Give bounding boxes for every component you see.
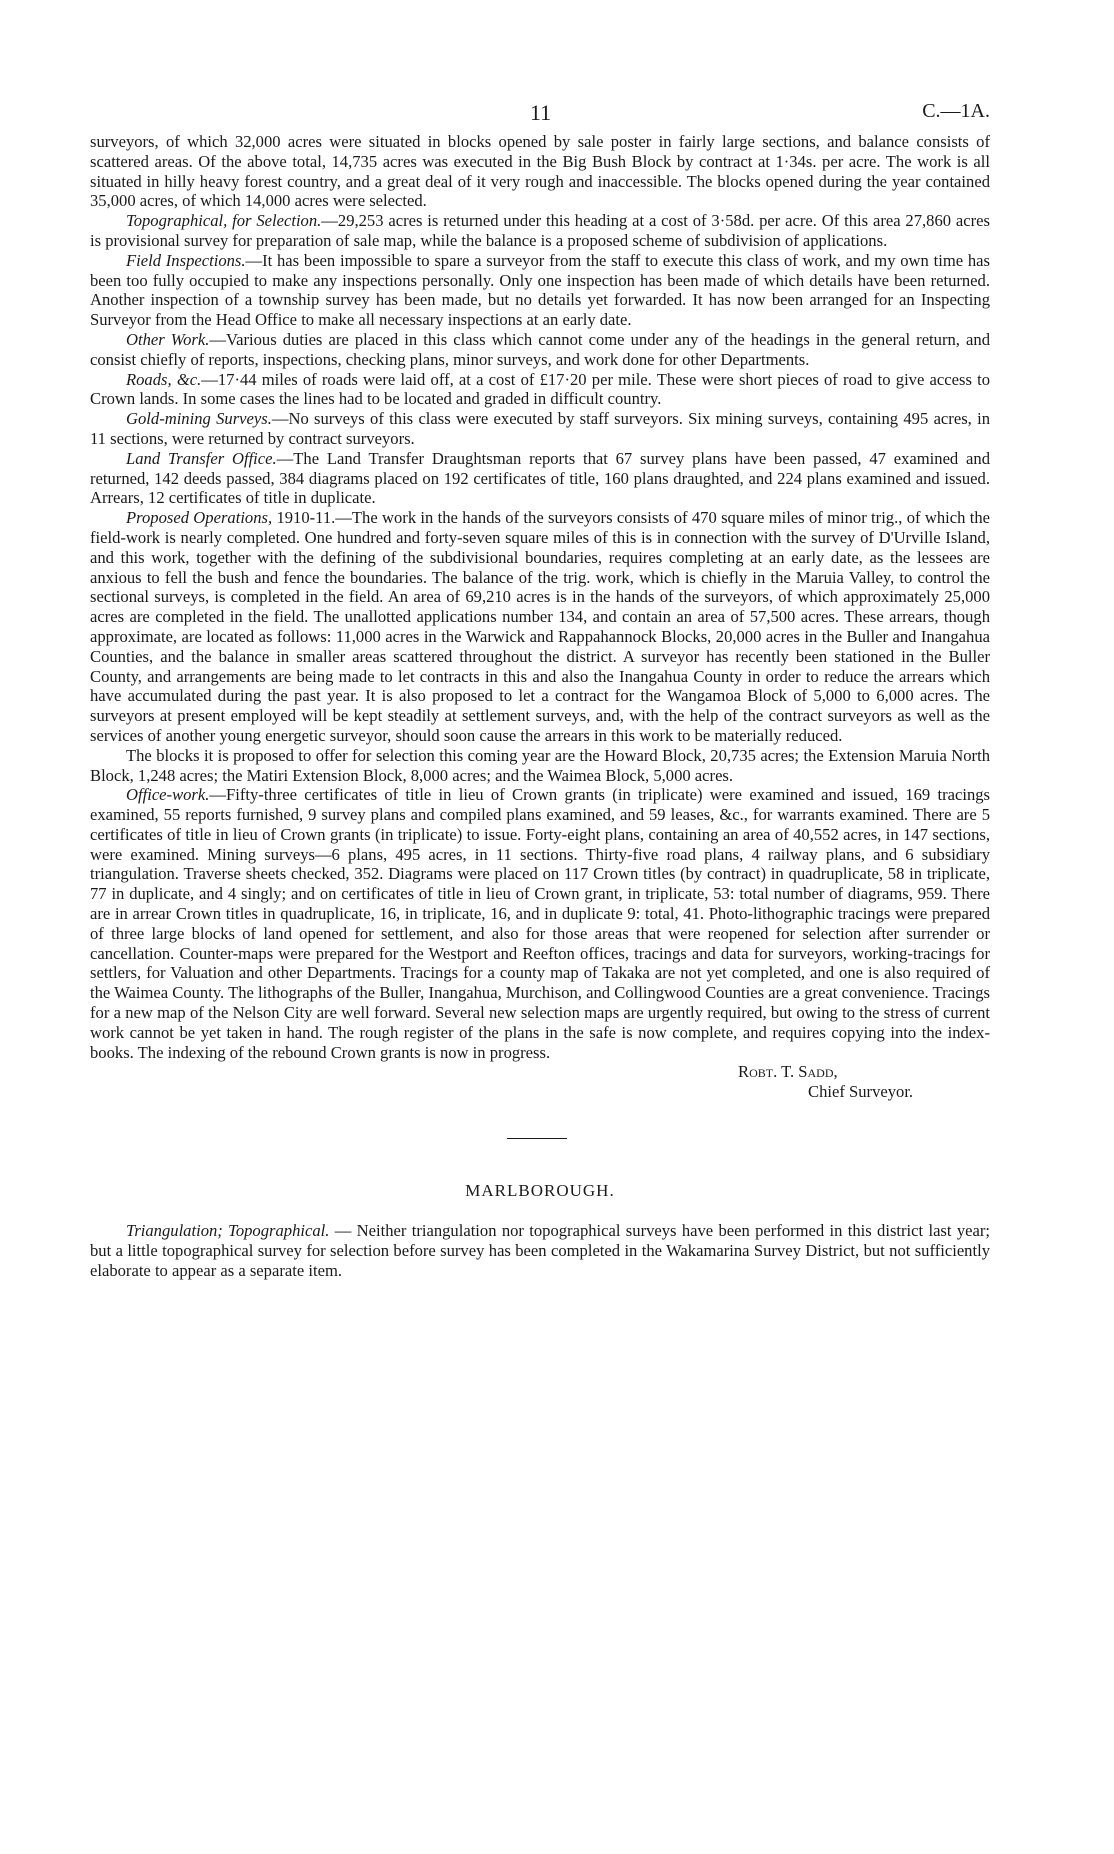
signature-block	[90, 1062, 990, 1102]
paragraph-other-work: Other Work.—Various duties are placed in this class which cannot come under any of the headings in the general return, and consist chiefly of reports, inspections, checking plans, minor surveys, and work done for other Departments.	[90, 329, 990, 369]
paragraph-heading: Topographical, for Selection.	[126, 211, 322, 231]
paragraph-field-inspections: Field Inspections.—It has been impossible to spare a surveyor from the staff to execute this class of work, and my own time has been too fully occupied to make any inspections personally. Only one inspection has been made of which details have been returned. Another inspection of a township survey has been made, but no details yet forwarded. It has now been arranged for an Inspecting Surveyor from the Head Office to make all necessary inspections at an early date.	[90, 250, 990, 330]
paragraph-heading: Other Work.	[126, 329, 210, 349]
signature-title: Chief Surveyor.	[808, 1082, 914, 1102]
paragraph-proposed-operations: Proposed Operations, 1910-11.—The work in the hands of the surveyors consists of 470 square miles of minor trig., of which the field-work is nearly completed. One hundred and forty-seven square miles of this is in connection with the survey of D'Urville Island, and this work, together with the defining of the subdivisional boundaries, requires completing at an early date, as the lessees are anxious to fell the bush and fence the boundaries. The balance of the trig. work, which is chiefly in the Maruia Valley, to control the sectional surveys, is completed in the field. An area of 69,210 acres is in the hands of the surveyors, of which approximately 25,000 acres are completed in the field. The unallotted applications number 134, and contain an area of 57,500 acres. These arrears, though approximate, are located as follows: 11,000 acres in the Warwick and Rappahannock Blocks, 20,000 acres in the Buller and Inangahua Counties, and the balance in smaller areas scattered throughout the district. A surveyor has recently been stationed in the Buller County, and arrangements are being made to let contracts in this and also the Inangahua County in order to reduce the arrears which have accumulated during the past year. It is also proposed to let a contract for the Wangamoa Block of 5,000 to 6,000 acres. The surveyors at present employed will be kept steadily at settlement surveys, and, with the help of the contract surveyors as well as the services of another young energetic surveyor, should soon cause the arrears in this work to be materially reduced.	[90, 508, 990, 745]
paragraph-heading: Field Inspections.	[126, 250, 246, 270]
paragraph-roads: Roads, &c.—17·44 miles of roads were laid off, at a cost of £17·20 per mile. These were short pieces of road to give access to Crown lands. In some cases the lines had to be located and graded in difficult country.	[90, 369, 991, 409]
page-header	[90, 100, 990, 132]
paragraph-heading: Land Transfer Office.	[126, 448, 277, 468]
paragraph-gold-mining-surveys: Gold-mining Surveys.—No surveys of this class were executed by staff surveyors. Six mining surveys, containing 495 acres, in 11 sections, were returned by contract surveyors.	[90, 409, 991, 448]
document-code: C.—1A.	[922, 100, 990, 122]
paragraph-land-transfer-office: Land Transfer Office.—The Land Transfer Draughtsman reports that 67 survey plans have been passed, 47 examined and returned, 142 deeds passed, 384 diagrams placed on 192 certificates of title, 160 plans draughted, and 224 plans examined and issued. Arrears, 12 certificates of title in duplicate.	[90, 448, 990, 508]
section-title-marlborough: MARLBOROUGH.	[465, 1181, 615, 1201]
document-page	[90, 100, 990, 1281]
paragraph-heading: Roads, &c.	[126, 369, 202, 389]
paragraph-heading: Proposed Operations,	[126, 508, 273, 528]
page-number: 11	[530, 100, 552, 125]
paragraph-topographical-selection: Topographical, for Selection.—29,253 acres is returned under this heading at a cost of 3·58d. per acre. Of this area 27,860 acres is provisional survey for preparation of sale map, while the balance is a proposed scheme of subdivision of applications.	[90, 211, 990, 250]
section-divider	[507, 1138, 567, 1139]
paragraph-continuation: surveyors, of which 32,000 acres were situated in blocks opened by sale poster in fairly large sections, and balance consists of scattered areas. Of the above total, 14,735 acres was executed in the Big Bush Block by contract at 1·34s. per acre. The work is all situated in hilly heavy forest country, and a great deal of it very rough and inaccessible. The blocks opened during the year contained 35,000 acres, of which 14,000 acres were selected.	[90, 132, 990, 211]
signature-name: Robt. T. Sadd,	[738, 1062, 838, 1082]
paragraph-heading: Gold-mining Surveys.	[126, 409, 272, 429]
paragraph-heading: Triangulation; Topographical.	[126, 1221, 330, 1241]
paragraph-office-work: Office-work.—Fifty-three certificates of title in lieu of Crown grants (in triplicate) were examined and issued, 169 tracings examined, 55 reports furnished, 9 survey plans and compiled plans examined, and 59 leases, &c., for warrants examined. There are 5 certificates of title in lieu of Crown grants (in triplicate) to issue. Forty-eight plans, containing an area of 40,552 acres, in 147 sections, were examined. Mining surveys—6 plans, 495 acres, in 11 sections. Thirty-five road plans, 4 railway plans, and 6 subsidiary triangulation. Traverse sheets checked, 352. Diagrams were placed on 117 Crown titles (by contract) in quadruplicate, 58 in triplicate, 77 in duplicate, and 4 singly; and on certificates of title in lieu of Crown grant, in triplicate, 53: total number of diagrams, 959. There are in arrear Crown titles in quadruplicate, 16, in triplicate, 16, and in duplicate 9: total, 41. Photo-lithographic tracings were prepared of three large blocks of land opened for settlement, and also for those areas that were reopened for selection after surrender or cancellation. Counter-maps were prepared for the Westport and Reefton offices, tracings and data for surveyors, working-tracings for settlers, for Valuation and other Departments. Tracings for a county map of Takaka are not yet completed, and one is also required of the Waimea County. The lithographs of the Buller, Inangahua, Murchison, and Collingwood Counties are a great convenience. Tracings for a new map of the Nelson City are well forward. Several new selection maps are urgently required, but owing to the stress of current work cannot be yet taken in hand. The rough register of the plans in the safe is now complete, and requires copying into the index-books. The indexing of the rebound Crown grants is now in progress.	[90, 785, 990, 1062]
paragraph-blocks-for-selection: The blocks it is proposed to offer for selection this coming year are the Howard Block, 20,735 acres; the Extension Maruia North Block, 1,248 acres; the Matiri Extension Block, 8,000 acres; and the Waimea Block, 5,000 acres.	[90, 745, 990, 785]
paragraph-triangulation-topographical: Triangulation; Topographical. — Neither triangulation nor topographical surveys have been performed in this district last year; but a little topographical survey for selection before survey has been completed in the Wakamarina Survey District, but not sufficiently elaborate to appear as a separate item.	[90, 1221, 990, 1281]
paragraph-heading: Office-work.	[126, 785, 210, 805]
